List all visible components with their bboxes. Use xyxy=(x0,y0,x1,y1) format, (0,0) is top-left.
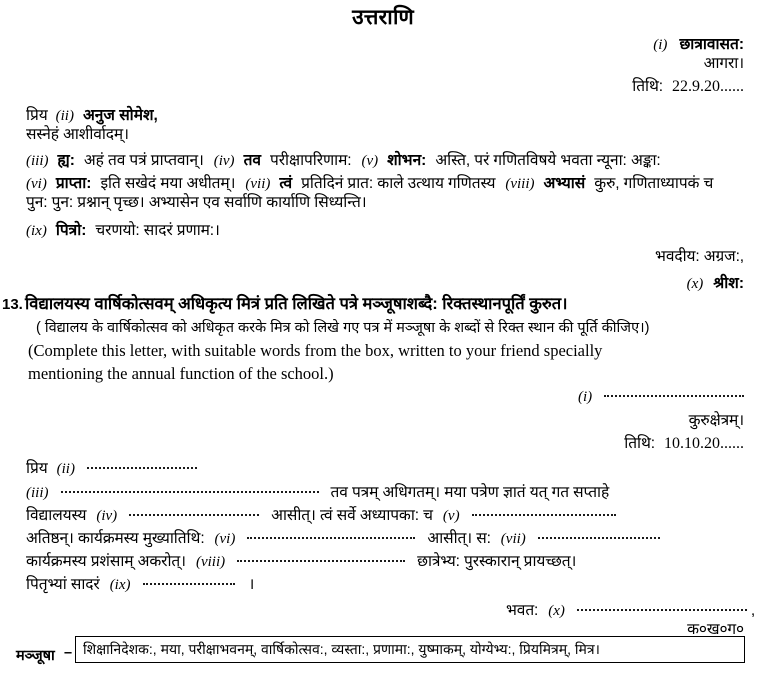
ex-text-chhatrebhyah: छात्रेभ्य: पुरस्कारान् प्रायच्छत्। xyxy=(417,553,577,570)
signer-name: श्रीश: xyxy=(713,275,744,292)
text-pratidinam: प्रतिदिनं प्रात: काले उत्थाय गणितस्य xyxy=(301,175,496,192)
ex-lead-vidyalayasya: विद्यालयस्य xyxy=(26,507,87,524)
marker-ix: (ix) xyxy=(26,223,47,239)
text-parikshaparinamah: परीक्षापरिणाम: xyxy=(270,152,352,169)
blank-vi[interactable] xyxy=(247,537,415,539)
bhavadiya-text: भवदीय: अग्रज:, xyxy=(655,248,744,265)
ex-city-text: कुरुक्षेत्रम्। xyxy=(688,412,744,429)
ex-priya-text: प्रिय xyxy=(26,460,48,477)
question-english-line1: (Complete this letter, with suitable words from the box, written to your friend specially xyxy=(28,341,603,360)
ex-marker-vi: (vi) xyxy=(214,531,236,547)
bold-pitroh: पित्रो: xyxy=(55,222,87,239)
text-kuru: कुरु, गणिताध्यापकं च xyxy=(594,175,714,192)
ex-marker-viii: (viii) xyxy=(195,554,226,570)
page-title: उत्तराणि xyxy=(352,6,414,29)
ex-marker-ii: (ii) xyxy=(56,461,75,477)
blank-ii[interactable] xyxy=(87,467,197,469)
exercise-line-iv xyxy=(26,507,616,525)
answer-address-date xyxy=(632,78,744,96)
blank-viii[interactable] xyxy=(237,560,405,562)
blessing-text: सस्नेहं आशीर्वादम्। xyxy=(26,126,129,143)
manjusha-label: मञ्जूषा xyxy=(16,648,55,664)
answer-signoff-bhavadiya xyxy=(655,248,744,266)
marker-vi: (vi) xyxy=(26,176,47,192)
blank-vii[interactable] xyxy=(538,537,660,539)
blank-i[interactable] xyxy=(604,395,744,397)
blank-iv[interactable] xyxy=(129,514,259,516)
continuation-text: पुन: पुन: प्रश्नान् पृच्छ। अभ्यासेन एव सर्वाणि कार्याणि सिध्यन्ति। xyxy=(26,194,367,211)
text-aham-tava: अहं तव पत्रं प्राप्तवान्। xyxy=(83,152,204,169)
marker-iii: (iii) xyxy=(26,153,49,169)
bold-tava: तव xyxy=(243,152,262,169)
date-value: 22.9.20...... xyxy=(672,78,744,95)
ex-marker-i: (i) xyxy=(578,389,593,405)
ex-marker-iii: (iii) xyxy=(26,485,49,501)
ex-lead-karyakramasya: कार्यक्रमस्य प्रशंसाम् अकरोत्। xyxy=(26,553,186,570)
manjusha-words: शिक्षानिदेशक:, मया, परीक्षाभवनम्, वार्षिकोत्सव:, व्यस्ता:, प्रणामा:, युष्माकम्, योग्येभ्य:, प्रियमित्रम्, मित्र। xyxy=(83,641,600,657)
text-asti-param: अस्ति, परं गणितविषये भवता न्यूना: अङ्का: xyxy=(435,152,661,169)
ex-lead-pitribhyam: पितृभ्यां सादरं xyxy=(26,576,100,593)
bold-tvam: त्वं xyxy=(279,175,293,192)
manjusha-dash: – xyxy=(64,645,73,661)
marker-viii: (viii) xyxy=(505,176,535,192)
answer-body-line-1 xyxy=(26,148,661,170)
ex-marker-v: (v) xyxy=(442,508,460,524)
text-charanayoh: चरणयो: सादरं प्रणाम:। xyxy=(95,222,220,239)
ex-text-asit-sah: आसीत्। स: xyxy=(427,530,491,547)
exercise-line-vi xyxy=(26,530,660,548)
ex-lead-atishthan: अतिष्ठन्। कार्यक्रमस्य मुख्यातिथि: xyxy=(26,530,205,547)
answer-signoff-name xyxy=(687,271,744,293)
answer-address-city xyxy=(704,55,744,73)
question-english-line2: mentioning the annual function of the school.) xyxy=(28,364,334,383)
bold-abhyasam: अभ्यासं xyxy=(543,175,586,192)
blank-v[interactable] xyxy=(472,514,616,516)
bold-shobhanah: शोभन: xyxy=(387,152,427,169)
city-text: आगरा। xyxy=(703,55,744,72)
exercise-salutation xyxy=(26,460,197,478)
ex-date-label: तिथि: xyxy=(624,435,655,452)
marker-i: (i) xyxy=(653,37,668,53)
ex-date-value: 10.10.20...... xyxy=(664,435,744,452)
exercise-line-ix xyxy=(26,576,254,594)
exercise-line-viii xyxy=(26,553,576,571)
exercise-address-date xyxy=(624,435,744,453)
text-iti-sakhedam: इति सखेदं मया अधीतम्। xyxy=(100,175,236,192)
bhavat-text: भवत: xyxy=(506,602,539,619)
answer-address-line1 xyxy=(653,32,744,54)
exercise-address-line1 xyxy=(578,388,744,406)
marker-x: (x) xyxy=(686,276,704,292)
marker-iv: (iv) xyxy=(213,153,235,169)
answer-blessing xyxy=(26,126,129,144)
answer-body-continuation xyxy=(26,194,367,212)
ex-text-danda: । xyxy=(248,576,255,593)
signoff-comma: , xyxy=(750,602,756,619)
blank-x[interactable] xyxy=(577,609,747,611)
priya-text: प्रिय xyxy=(26,107,48,124)
question-sanskrit: विद्यालयस्य वार्षिकोत्सवम् अधिकृत्य मित्रं प्रति लिखिते पत्रे मञ्जूषाशब्दै: रिक्तस्थानपूर्तिं कुरुत। xyxy=(25,295,568,313)
marker-vii: (vii) xyxy=(245,176,271,192)
bold-hyah: ह्य: xyxy=(57,152,75,169)
addressee-name: अनुज सोमेश, xyxy=(82,107,158,124)
question-hindi: ( विद्यालय के वार्षिकोत्सव को अधिकृत करके मित्र को लिखे गए पत्र में मञ्जूषा के शब्दों से रिक्त स्थान की पूर्ति कीजिए।) xyxy=(36,320,650,336)
ex-marker-iv: (iv) xyxy=(96,508,118,524)
ex-text-asit-tvam: आसीत्। त्वं सर्वे अध्यापका: च xyxy=(271,507,433,524)
ex-marker-vii: (vii) xyxy=(500,531,526,547)
hostel-text: छात्रावासत: xyxy=(679,36,744,53)
blank-ix[interactable] xyxy=(143,583,235,585)
date-label: तिथि: xyxy=(632,78,663,95)
manjusha-box xyxy=(75,636,745,663)
exercise-signoff xyxy=(506,602,755,620)
answer-salutation xyxy=(26,103,158,125)
ex-marker-x: (x) xyxy=(548,603,565,619)
bold-prapta: प्राप्ता: xyxy=(55,175,92,192)
question-number: 13. xyxy=(2,296,23,313)
exercise-address-city xyxy=(689,412,744,430)
marker-v: (v) xyxy=(361,153,379,169)
ex-text-tava-patram: तव पत्रम् अधिगतम्। मया पत्रेण ज्ञातं यत् गत सप्ताहे xyxy=(330,484,610,501)
marker-ii: (ii) xyxy=(55,108,74,124)
exercise-line-iii xyxy=(26,484,609,502)
initials-text: क०ख०ग० xyxy=(687,621,744,638)
blank-iii[interactable] xyxy=(61,491,319,493)
answer-body-line-2 xyxy=(26,171,713,193)
answer-closing-line xyxy=(26,218,220,240)
ex-marker-ix: (ix) xyxy=(109,577,131,593)
